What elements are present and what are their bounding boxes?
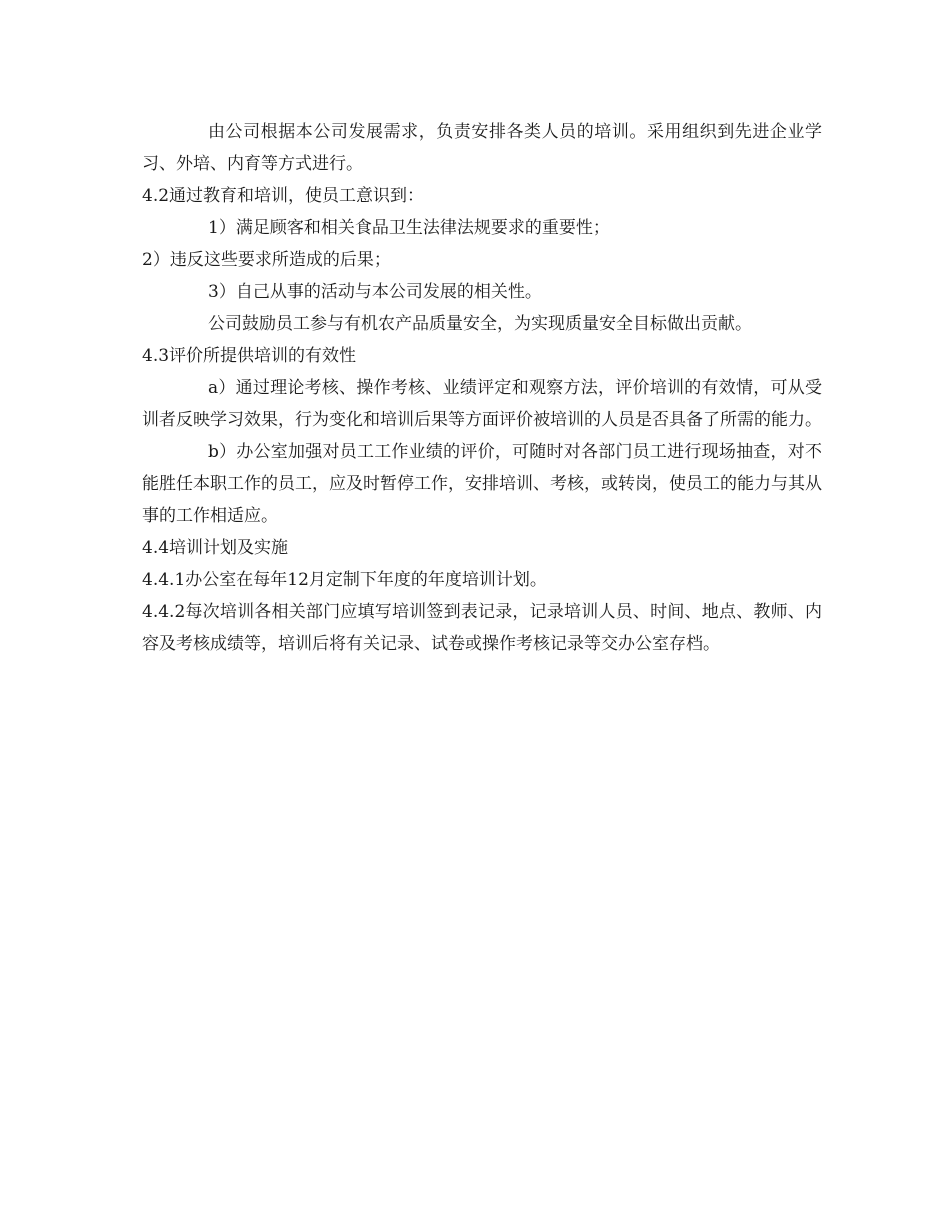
paragraph-encouragement: 公司鼓励员工参与有机农产品质量安全，为实现质量安全目标做出贡献。 <box>208 314 752 334</box>
section-4-4-heading: 4.4培训计划及实施 <box>142 538 289 558</box>
paragraph-item-b: b）办公室加强对员工工作业绩的评价，可随时对各部门员工进行现场抽查，对不能胜任本职工作的员工，应及时暂停工作，安排培训、考核，或转岗，使员工的能力与其从事的工作相适应。 <box>142 442 822 526</box>
list-item-1: 1）满足顾客和相关食品卫生法律法规要求的重要性； <box>208 218 610 238</box>
document-body <box>142 116 822 660</box>
list-item-3: 3）自己从事的活动与本公司发展的相关性。 <box>208 282 542 302</box>
section-4-3-heading: 4.3评价所提供培训的有效性 <box>142 346 357 366</box>
paragraph-item-a: a）通过理论考核、操作考核、业绩评定和观察方法，评价培训的有效情，可从受训者反映学习效果，行为变化和培训后果等方面评价被培训的人员是否具备了所需的能力。 <box>142 378 822 430</box>
section-4-4-2: 4.4.2每次培训各相关部门应填写培训签到表记录，记录培训人员、时间、地点、教师、内容及考核成绩等，培训后将有关记录、试卷或操作考核记录等交办公室存档。 <box>142 602 822 654</box>
paragraph-training-arrangement: 由公司根据本公司发展需求，负责安排各类人员的培训。采用组织到先进企业学习、外培、内育等方式进行。 <box>142 122 822 174</box>
section-4-4-1: 4.4.1办公室在每年12月定制下年度的年度培训计划。 <box>142 570 547 590</box>
section-4-2-heading: 4.2通过教育和培训，使员工意识到： <box>142 186 425 206</box>
list-item-2: 2）违反这些要求所造成的后果； <box>142 250 391 270</box>
